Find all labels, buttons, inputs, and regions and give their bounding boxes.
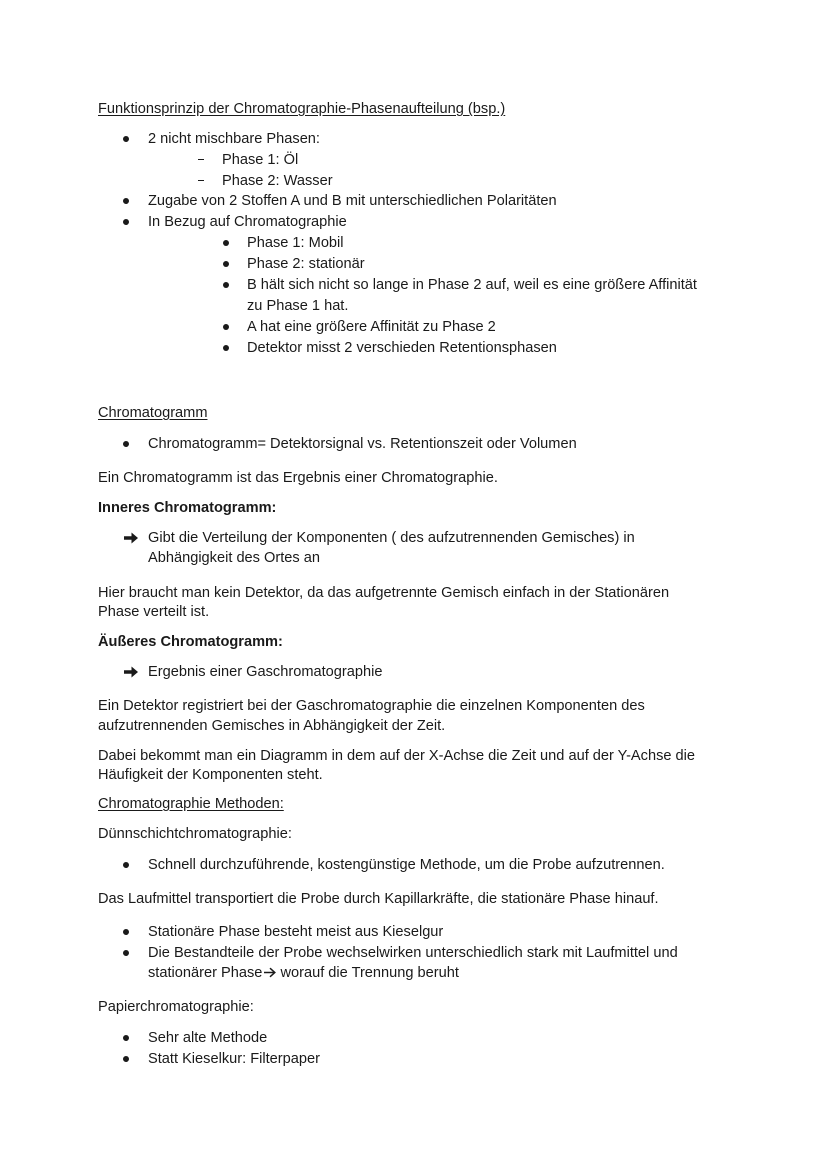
dash-icon bbox=[198, 180, 204, 181]
method-name: Dünnschichtchromatographie: bbox=[98, 826, 292, 842]
bullet-icon bbox=[123, 1056, 129, 1062]
arrow-item: Ergebnis einer Gaschromatographie bbox=[148, 664, 383, 680]
bullet-icon bbox=[223, 240, 229, 246]
arrow-item-continued: Abhängigkeit des Ortes an bbox=[148, 550, 320, 566]
sub-list-item: Phase 1: Öl bbox=[222, 152, 299, 168]
sub-list-item-continued: zu Phase 1 hat. bbox=[247, 298, 349, 314]
paragraph: Hier braucht man kein Detektor, da das aufgetrennte Gemisch einfach in der Stationären bbox=[98, 585, 670, 601]
bullet-icon bbox=[123, 219, 129, 225]
list-item: Zugabe von 2 Stoffen A und B mit unterschiedlichen Polaritäten bbox=[148, 193, 557, 209]
bullet-icon bbox=[123, 929, 129, 935]
list-item-continued bbox=[148, 963, 459, 984]
paragraph: Ein Chromatogramm ist das Ergebnis einer Chromatographie. bbox=[98, 470, 498, 486]
dash-icon bbox=[198, 159, 204, 160]
bullet-icon bbox=[123, 1035, 129, 1041]
list-item: Stationäre Phase besteht meist aus Kieselgur bbox=[148, 924, 444, 940]
paragraph: Das Laufmittel transportiert die Probe durch Kapillarkräfte, die stationäre Phase hinauf. bbox=[98, 891, 659, 907]
bullet-icon bbox=[123, 950, 129, 956]
bullet-icon bbox=[123, 198, 129, 204]
section-heading-methoden: Chromatographie Methoden: bbox=[98, 796, 284, 812]
list-item: Die Bestandteile der Probe wechselwirken unterschiedlich stark mit Laufmittel und bbox=[148, 945, 678, 961]
paragraph-continued: Häufigkeit der Komponenten steht. bbox=[98, 767, 323, 783]
list-item: In Bezug auf Chromatographie bbox=[148, 214, 347, 230]
paragraph: Dabei bekommt man ein Diagramm in dem auf der X-Achse die Zeit und auf der Y-Achse die bbox=[98, 748, 696, 764]
bullet-icon bbox=[223, 261, 229, 267]
sub-list-item: B hält sich nicht so lange in Phase 2 auf, weil es eine größere Affinität bbox=[247, 277, 697, 293]
right-arrow-icon bbox=[263, 967, 276, 978]
paragraph: Ein Detektor registriert bei der Gaschromatographie die einzelnen Komponenten des bbox=[98, 698, 645, 714]
list-item: 2 nicht mischbare Phasen: bbox=[148, 131, 320, 147]
list-item: Statt Kieselkur: Filterpaper bbox=[148, 1051, 320, 1067]
arrow-item: Gibt die Verteilung der Komponenten ( des aufzutrennenden Gemisches) in bbox=[148, 530, 635, 546]
list-item: Chromatogramm= Detektorsignal vs. Retentionszeit oder Volumen bbox=[148, 436, 577, 452]
paragraph-continued: Phase verteilt ist. bbox=[98, 604, 210, 620]
sub-list-item: A hat eine größere Affinität zu Phase 2 bbox=[247, 319, 496, 335]
sub-list-item: Phase 2: stationär bbox=[247, 256, 365, 272]
bullet-icon bbox=[123, 862, 129, 868]
method-name: Papierchromatographie: bbox=[98, 999, 254, 1015]
list-item: Schnell durchzuführende, kostengünstige Methode, um die Probe aufzutrennen. bbox=[148, 857, 665, 873]
bullet-icon bbox=[223, 282, 229, 288]
sub-list-item: Phase 2: Wasser bbox=[222, 173, 333, 189]
paragraph-continued: aufzutrennenden Gemisches in Abhängigkeit der Zeit. bbox=[98, 718, 446, 734]
list-item-text-part: stationärer Phase bbox=[148, 965, 263, 981]
list-item: Sehr alte Methode bbox=[148, 1030, 268, 1046]
subheading-aeusseres-chromatogramm: Äußeres Chromatogramm: bbox=[98, 634, 283, 650]
section-heading-funktionsprinzip: Funktionsprinzip der Chromatographie-Phasenaufteilung (bsp.) bbox=[98, 101, 506, 117]
list-item-text-part: worauf die Trennung beruht bbox=[276, 965, 459, 981]
sub-list-item: Phase 1: Mobil bbox=[247, 235, 344, 251]
bullet-icon bbox=[223, 324, 229, 330]
subheading-inneres-chromatogramm: Inneres Chromatogramm: bbox=[98, 500, 277, 516]
bullet-icon bbox=[223, 345, 229, 351]
right-arrow-icon bbox=[123, 665, 139, 679]
right-arrow-icon bbox=[123, 531, 139, 545]
bullet-icon bbox=[123, 441, 129, 447]
section-heading-chromatogramm: Chromatogramm bbox=[98, 405, 208, 421]
bullet-icon bbox=[123, 136, 129, 142]
sub-list-item: Detektor misst 2 verschieden Retentionsphasen bbox=[247, 340, 557, 356]
